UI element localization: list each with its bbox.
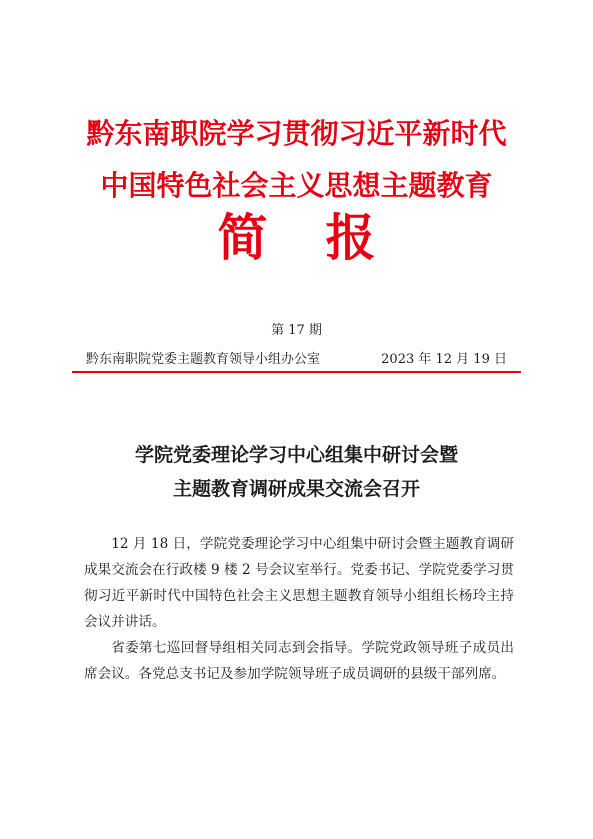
masthead-title-char-2: 报 xyxy=(325,208,376,267)
masthead-line-2: 中国特色社会主义思想主题教育 xyxy=(100,169,493,202)
article-body xyxy=(84,531,514,687)
issue-number: 第 17 期 xyxy=(271,323,322,338)
article-headline-line-2: 主题教育调研成果交流会召开 xyxy=(172,478,420,500)
article-headline-line-1: 学院党委理论学习中心组集中研讨会暨 xyxy=(134,444,458,466)
masthead-title-char-1: 简 xyxy=(217,208,268,267)
masthead-title xyxy=(0,208,593,268)
article-paragraph: 省委第七巡回督导组相关同志到会指导。学院党政领导班子成员出席会议。各党总支书记及参加学院领导班子成员调研的县级干部列席。 xyxy=(84,640,514,682)
article-paragraph: 12 月 18 日，学院党委理论学习中心组集中研讨会暨主题教育调研成果交流会在行政楼 9 楼 2 号会议室举行。党委书记、学院党委学习贯彻习近平新时代中国特色社会主义思想主题教育领导小组组长杨玲主持会议并讲话。 xyxy=(84,536,514,630)
masthead-line-1: 黔东南职院学习贯彻习近平新时代 xyxy=(86,117,507,150)
red-divider xyxy=(72,371,521,373)
issue-date: 2023 年 12 月 19 日 xyxy=(381,352,507,367)
issuing-office: 黔东南职院党委主题教育领导小组办公室 xyxy=(86,352,321,367)
